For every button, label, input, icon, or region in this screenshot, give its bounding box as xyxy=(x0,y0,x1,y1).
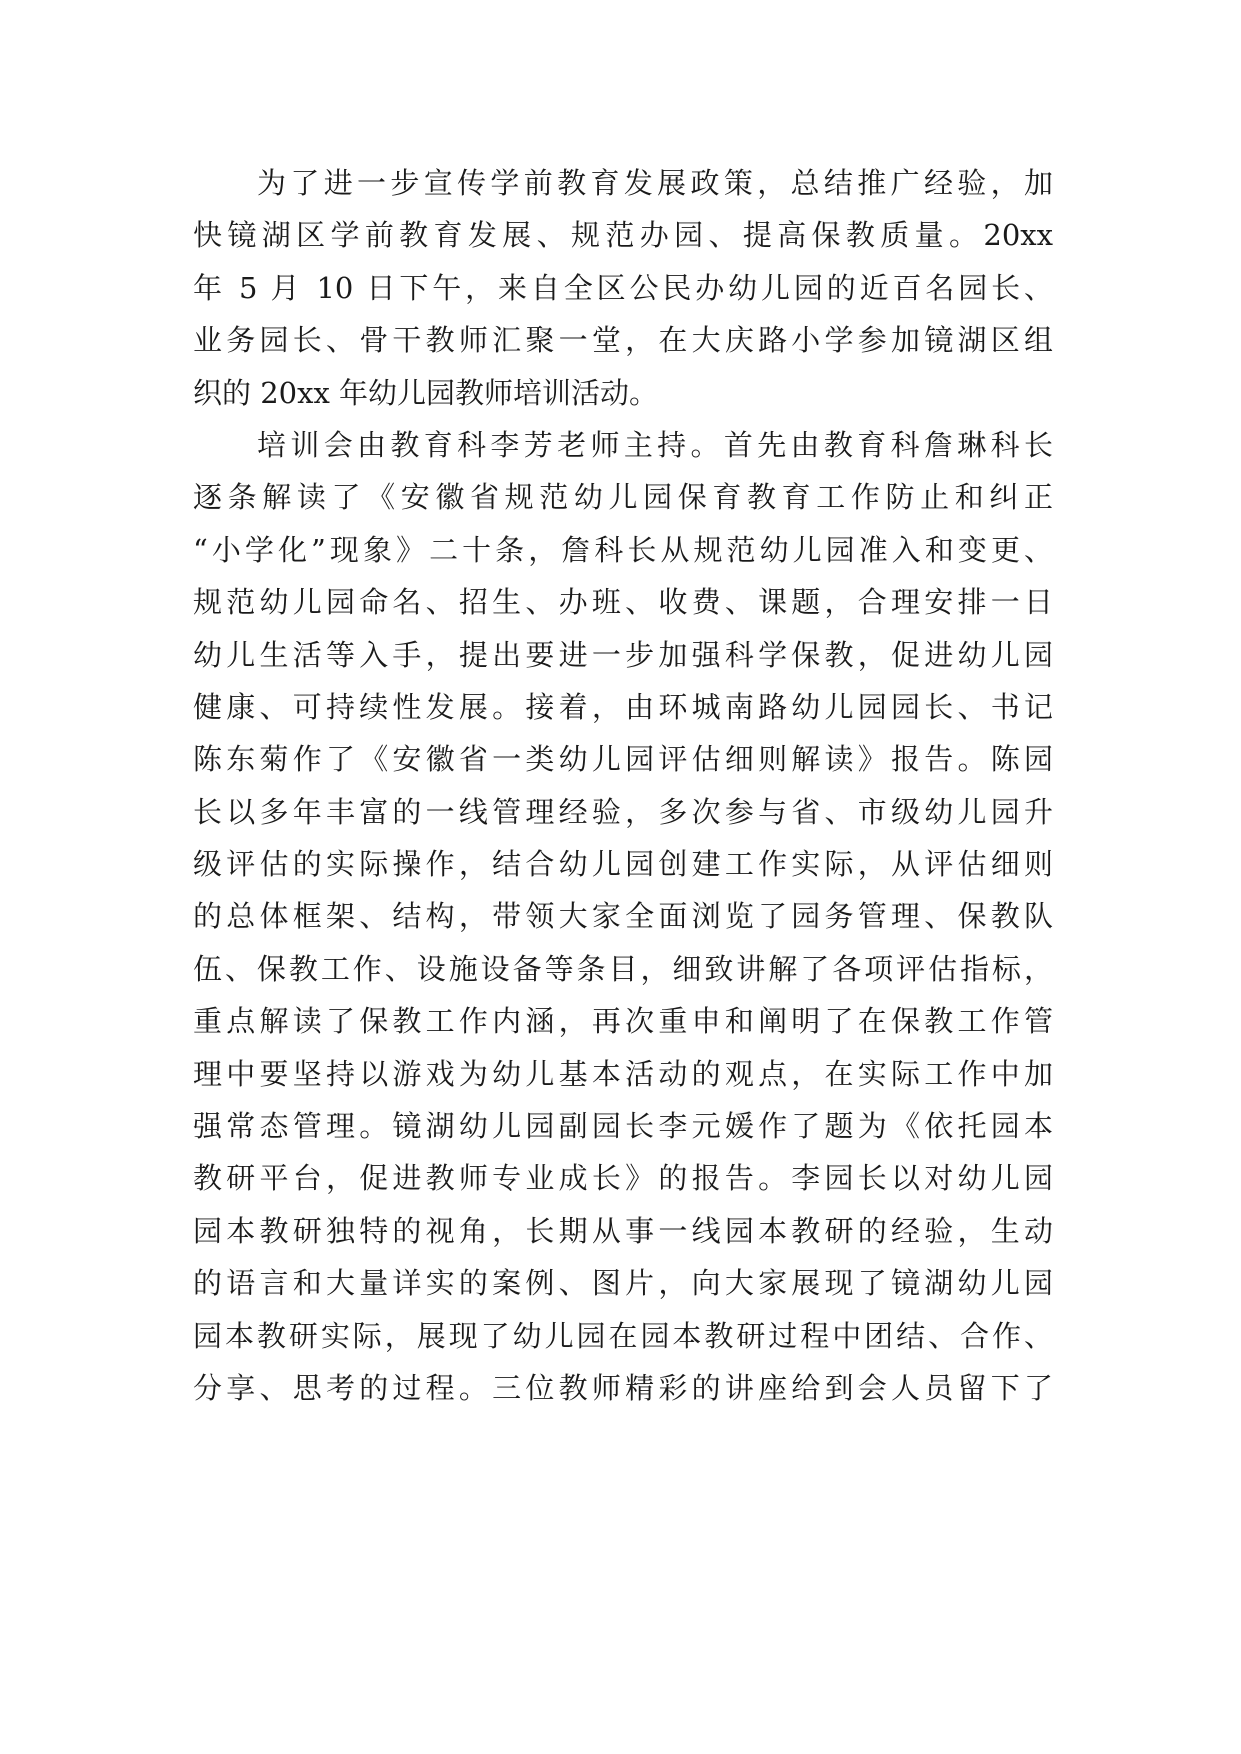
paragraph-intro xyxy=(193,157,1053,419)
paragraph-line: 级评估的实际操作，结合幼儿园创建工作实际，从评估细则 xyxy=(193,847,1053,882)
paragraph-line: 织的 20xx 年幼儿园教师培训活动。 xyxy=(193,375,659,410)
paragraph-line: 幼儿生活等入手，提出要进一步加强科学保教，促进幼儿园 xyxy=(193,637,1053,672)
paragraph-line: 园本教研独特的视角，长期从事一线园本教研的经验，生动 xyxy=(193,1213,1053,1248)
paragraph-line: 的总体框架、结构，带领大家全面浏览了园务管理、保教队 xyxy=(193,899,1053,934)
paragraph-line: 教研平台，促进教师专业成长》的报告。李园长以对幼儿园 xyxy=(193,1161,1053,1196)
paragraph-line: 业务园长、骨干教师汇聚一堂，在大庆路小学参加镜湖区组 xyxy=(193,323,1053,358)
paragraph-line: 陈东菊作了《安徽省一类幼儿园评估细则解读》报告。陈园 xyxy=(193,742,1053,777)
document-body xyxy=(193,157,1053,1414)
paragraph-training xyxy=(193,419,1053,1414)
paragraph-line: 的语言和大量详实的案例、图片，向大家展现了镜湖幼儿园 xyxy=(193,1266,1053,1301)
paragraph-line: 年 5 月 10 日下午，来自全区公民办幼儿园的近百名园长、 xyxy=(193,270,1053,305)
paragraph-line: 逐条解读了《安徽省规范幼儿园保育教育工作防止和纠正 xyxy=(193,480,1053,515)
paragraph-line: 强常态管理。镜湖幼儿园副园长李元媛作了题为《依托园本 xyxy=(193,1109,1053,1144)
paragraph-line: 重点解读了保教工作内涵，再次重申和阐明了在保教工作管 xyxy=(193,1004,1053,1039)
paragraph-line: 培训会由教育科李芳老师主持。首先由教育科詹琳科长 xyxy=(257,427,1053,462)
paragraph-line: “小学化”现象》二十条，詹科长从规范幼儿园准入和变更、 xyxy=(193,532,1053,567)
paragraph-line: 园本教研实际，展现了幼儿园在园本教研过程中团结、合作、 xyxy=(193,1318,1053,1353)
paragraph-line: 健康、可持续性发展。接着，由环城南路幼儿园园长、书记 xyxy=(193,689,1053,724)
paragraph-line: 理中要坚持以游戏为幼儿基本活动的观点，在实际工作中加 xyxy=(193,1056,1053,1091)
paragraph-line: 长以多年丰富的一线管理经验，多次参与省、市级幼儿园升 xyxy=(193,794,1053,829)
paragraph-line: 快镜湖区学前教育发展、规范办园、提高保教质量。20xx xyxy=(193,218,1053,253)
paragraph-line: 为了进一步宣传学前教育发展政策，总结推广经验，加 xyxy=(257,166,1053,200)
paragraph-line: 伍、保教工作、设施设备等条目，细致讲解了各项评估指标， xyxy=(193,951,1053,986)
paragraph-line: 规范幼儿园命名、招生、办班、收费、课题，合理安排一日 xyxy=(193,585,1053,620)
paragraph-line: 分享、思考的过程。三位教师精彩的讲座给到会人员留下了 xyxy=(193,1370,1053,1405)
